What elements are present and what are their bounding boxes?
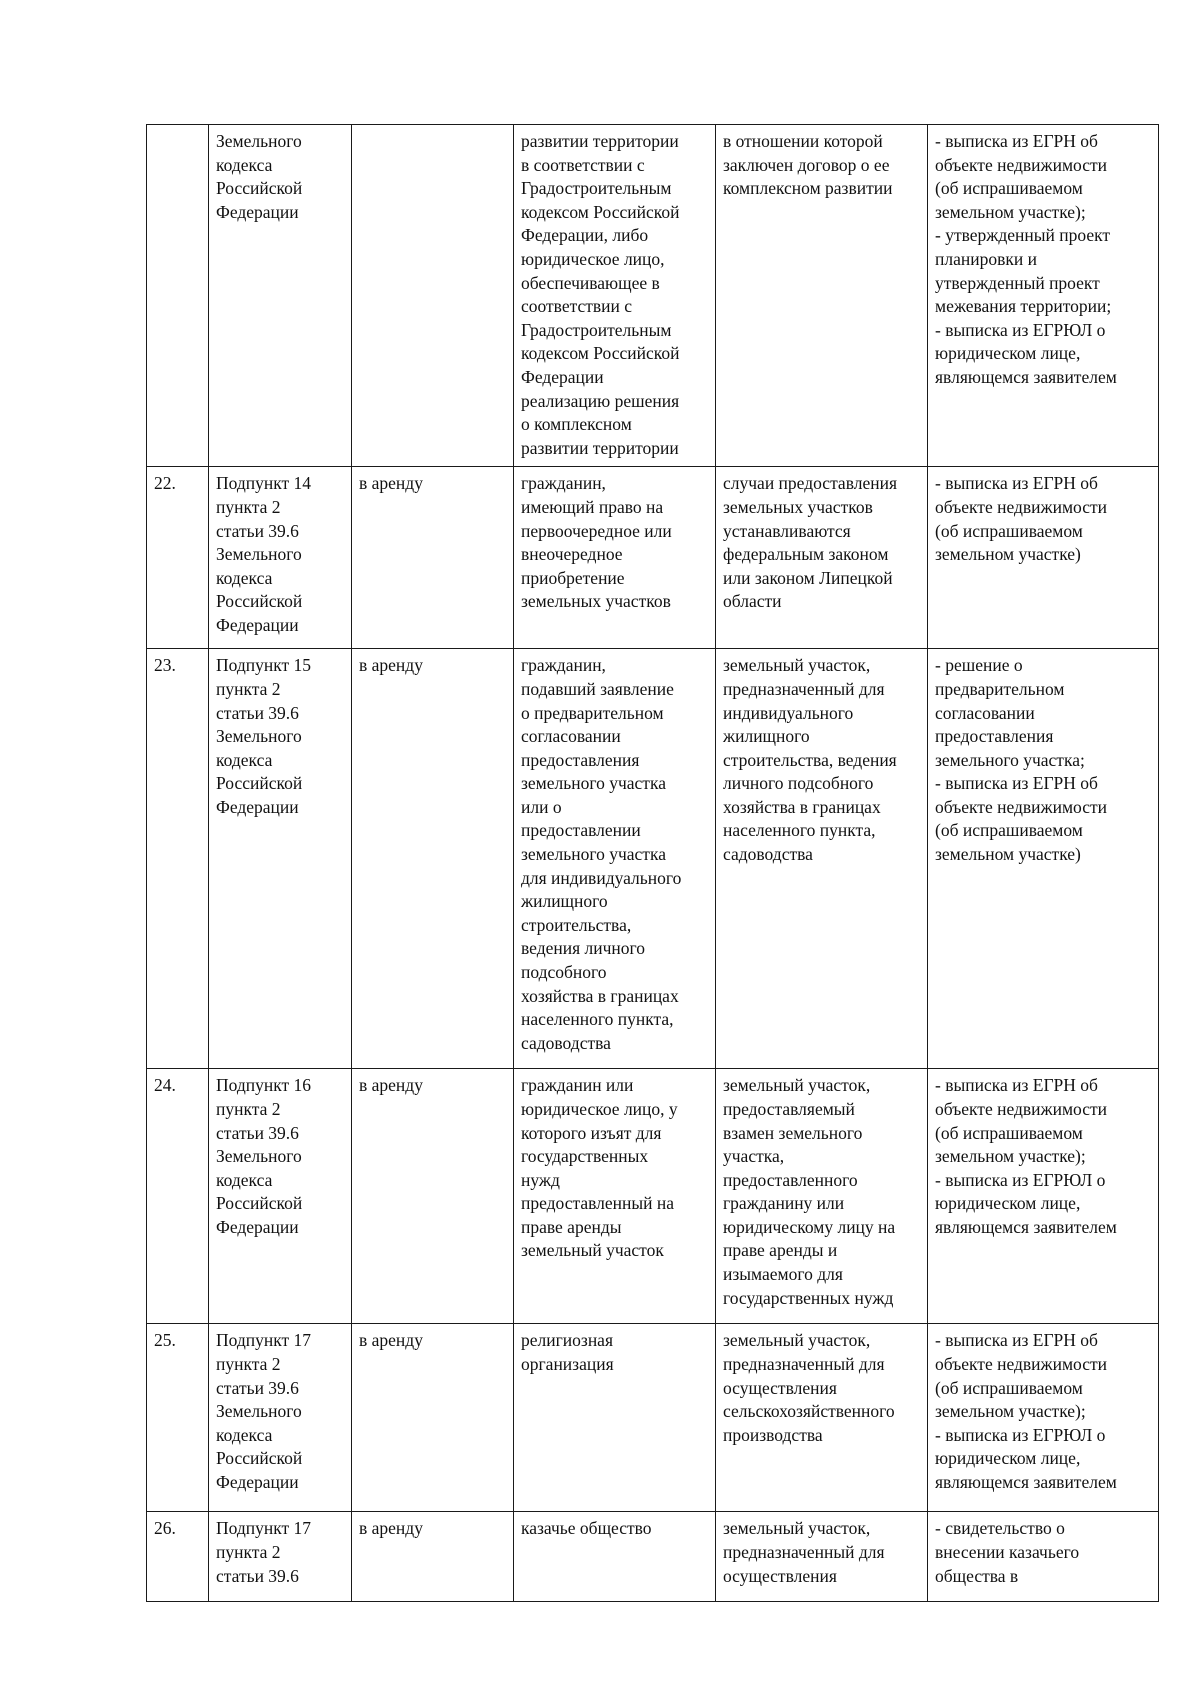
row-number: 26. bbox=[147, 1512, 209, 1602]
applicant: развитии территории в соответствии с Градостроительным кодексом Российской Федерации, либо юридическое лицо, обеспечивающее в соответствии с Градостроительным кодексом Российской Федерации реализацию решения о комплексном развитии территории bbox=[514, 125, 716, 467]
table-row bbox=[147, 1069, 1159, 1324]
required-documents: - выписка из ЕГРН об объекте недвижимости (об испрашиваемом земельном участке); - выписка из ЕГРЮЛ о юридическом лице, являющемся заявителем bbox=[928, 1069, 1159, 1324]
grant-type: в аренду bbox=[352, 1069, 514, 1324]
grant-type: в аренду bbox=[352, 1324, 514, 1512]
grant-type: в аренду bbox=[352, 649, 514, 1069]
land-plot: земельный участок, предназначенный для осуществления сельскохозяйственного производства bbox=[716, 1324, 928, 1512]
table-row bbox=[147, 1512, 1159, 1602]
legal-basis: Подпункт 17 пункта 2 статьи 39.6 bbox=[209, 1512, 352, 1602]
land-plot: в отношении которой заключен договор о ее комплексном развитии bbox=[716, 125, 928, 467]
land-plot: земельный участок, предназначенный для осуществления bbox=[716, 1512, 928, 1602]
row-number: 24. bbox=[147, 1069, 209, 1324]
row-number bbox=[147, 125, 209, 467]
applicant: религиозная организация bbox=[514, 1324, 716, 1512]
table-row bbox=[147, 125, 1159, 467]
land-plot: случаи предоставления земельных участков устанавливаются федеральным законом или законом Липецкой области bbox=[716, 467, 928, 649]
grant-type: в аренду bbox=[352, 467, 514, 649]
table-row bbox=[147, 649, 1159, 1069]
legal-basis: Подпункт 14 пункта 2 статьи 39.6 Земельного кодекса Российской Федерации bbox=[209, 467, 352, 649]
legal-basis: Земельного кодекса Российской Федерации bbox=[209, 125, 352, 467]
land-grant-table bbox=[146, 124, 1159, 1602]
row-number: 22. bbox=[147, 467, 209, 649]
table-row bbox=[147, 467, 1159, 649]
table-row bbox=[147, 1324, 1159, 1512]
row-number: 25. bbox=[147, 1324, 209, 1512]
required-documents: - выписка из ЕГРН об объекте недвижимости (об испрашиваемом земельном участке); - утвержденный проект планировки и утвержденный проект межевания территории; - выписка из ЕГРЮЛ о юридическом лице, являющемся заявителем bbox=[928, 125, 1159, 467]
row-number: 23. bbox=[147, 649, 209, 1069]
document-page bbox=[146, 124, 1158, 1602]
applicant: гражданин, имеющий право на первоочередное или внеочередное приобретение земельных участков bbox=[514, 467, 716, 649]
grant-type bbox=[352, 125, 514, 467]
land-plot: земельный участок, предназначенный для индивидуального жилищного строительства, ведения личного подсобного хозяйства в границах населенного пункта, садоводства bbox=[716, 649, 928, 1069]
grant-type: в аренду bbox=[352, 1512, 514, 1602]
applicant: казачье общество bbox=[514, 1512, 716, 1602]
required-documents: - свидетельство о внесении казачьего общества в bbox=[928, 1512, 1159, 1602]
applicant: гражданин или юридическое лицо, у которого изъят для государственных нужд предоставленный на праве аренды земельный участок bbox=[514, 1069, 716, 1324]
legal-basis: Подпункт 17 пункта 2 статьи 39.6 Земельного кодекса Российской Федерации bbox=[209, 1324, 352, 1512]
applicant: гражданин, подавший заявление о предварительном согласовании предоставления земельного участка или о предоставлении земельного участка для индивидуального жилищного строительства, ведения личного подсобного хозяйства в границах населенного пункта, садоводства bbox=[514, 649, 716, 1069]
land-plot: земельный участок, предоставляемый взамен земельного участка, предоставленного гражданину или юридическому лицу на праве аренды и изымаемого для государственных нужд bbox=[716, 1069, 928, 1324]
legal-basis: Подпункт 16 пункта 2 статьи 39.6 Земельного кодекса Российской Федерации bbox=[209, 1069, 352, 1324]
legal-basis: Подпункт 15 пункта 2 статьи 39.6 Земельного кодекса Российской Федерации bbox=[209, 649, 352, 1069]
required-documents: - выписка из ЕГРН об объекте недвижимости (об испрашиваемом земельном участке) bbox=[928, 467, 1159, 649]
required-documents: - выписка из ЕГРН об объекте недвижимости (об испрашиваемом земельном участке); - выписка из ЕГРЮЛ о юридическом лице, являющемся заявителем bbox=[928, 1324, 1159, 1512]
required-documents: - решение о предварительном согласовании предоставления земельного участка; - выписка из ЕГРН об объекте недвижимости (об испрашиваемом земельном участке) bbox=[928, 649, 1159, 1069]
